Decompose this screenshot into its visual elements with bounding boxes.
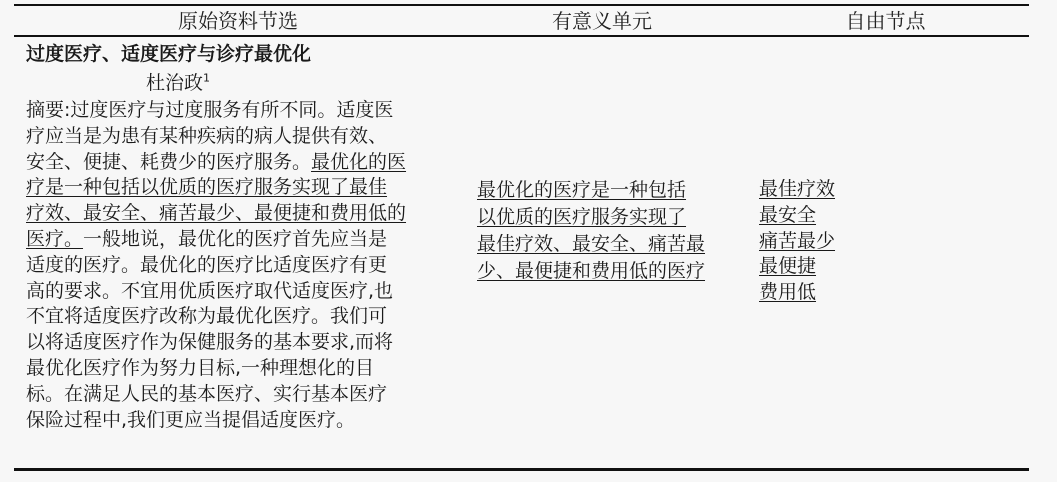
excerpt-line bbox=[26, 124, 456, 150]
excerpt-line bbox=[26, 382, 456, 408]
excerpt-line bbox=[26, 408, 456, 434]
excerpt-segment: 疗应当是为患有某种疾病的病人提供有效、 bbox=[26, 124, 388, 147]
excerpt-underlined-segment: 疗效、最安全、痛苦最少、最便捷和费用低的 bbox=[26, 202, 407, 225]
excerpt-line bbox=[26, 279, 456, 305]
excerpt-segment: 适度的医疗。最优化的医疗比适度医疗有更 bbox=[26, 253, 388, 276]
excerpt-line bbox=[26, 98, 456, 124]
table-bottom-rule bbox=[14, 468, 1029, 471]
free-node-item bbox=[759, 203, 835, 229]
free-node-item bbox=[759, 254, 835, 280]
excerpt-line bbox=[26, 201, 456, 227]
free-node-text: 最便捷 bbox=[759, 255, 817, 278]
meaningful-unit-text: 以优质的医疗服务实现了 bbox=[477, 206, 687, 228]
excerpt-line bbox=[26, 150, 456, 176]
free-node-item bbox=[759, 177, 835, 203]
free-node-item bbox=[759, 229, 835, 255]
excerpt-segment: 最优化医疗作为努力目标,一种理想化的目 bbox=[26, 356, 375, 379]
excerpt-segment: 摘要:过度医疗与过度服务有所不同。适度医 bbox=[26, 99, 394, 121]
meaningful-unit-cell bbox=[477, 177, 747, 285]
meaningful-unit-text: 少、最便捷和费用低的医疗 bbox=[477, 260, 706, 282]
free-node-item bbox=[759, 280, 835, 306]
original-excerpt-cell bbox=[26, 40, 456, 433]
excerpt-line bbox=[26, 175, 456, 201]
free-node-text: 痛苦最少 bbox=[759, 229, 836, 252]
excerpt-line bbox=[26, 227, 456, 253]
free-node-text: 费用低 bbox=[759, 281, 817, 304]
free-node-cell bbox=[759, 177, 835, 306]
excerpt-title: 过度医疗、适度医疗与诊疗最优化 bbox=[26, 43, 312, 65]
meaningful-unit-text: 最佳疗效、最安全、痛苦最 bbox=[477, 233, 706, 255]
excerpt-line bbox=[26, 330, 456, 356]
excerpt-segment: 高的要求。不宜用优质医疗取代适度医疗,也 bbox=[26, 279, 394, 302]
table-header-rule bbox=[14, 35, 1029, 37]
header-free-node: 自由节点 bbox=[845, 9, 926, 33]
excerpt-line bbox=[26, 356, 456, 382]
header-meaningful-unit: 有意义单元 bbox=[552, 9, 652, 33]
excerpt-author-line bbox=[26, 69, 456, 98]
meaningful-unit-line bbox=[477, 231, 747, 258]
meaningful-unit-line bbox=[477, 258, 747, 285]
excerpt-underlined-segment: 最优化的医 bbox=[311, 150, 407, 173]
excerpt-segment: 以将适度医疗作为保健服务的基本要求,而将 bbox=[26, 331, 394, 354]
meaningful-unit-text: 最优化的医疗是一种包括 bbox=[477, 179, 687, 201]
excerpt-underlined-segment: 医疗。 bbox=[26, 227, 84, 250]
excerpt-line bbox=[26, 253, 456, 279]
excerpt-author: 杜治政 bbox=[146, 72, 204, 94]
free-node-text: 最安全 bbox=[759, 203, 817, 226]
excerpt-segment: 一般地说，最优化的医疗首先应当是 bbox=[83, 227, 388, 250]
excerpt-abstract bbox=[26, 98, 456, 433]
excerpt-segment: 标。在满足人民的基本医疗、实行基本医疗 bbox=[26, 382, 388, 405]
excerpt-segment: 安全、便捷、耗费少的医疗服务。 bbox=[26, 150, 312, 173]
free-node-text: 最佳疗效 bbox=[759, 178, 836, 200]
excerpt-segment: 不宜将适度医疗改称为最优化医疗。我们可 bbox=[26, 305, 388, 328]
author-footnote-marker: 1 bbox=[203, 71, 211, 85]
header-original-excerpt: 原始资料节选 bbox=[178, 9, 298, 33]
excerpt-line bbox=[26, 304, 456, 330]
excerpt-underlined-segment: 疗是一种包括以优质的医疗服务实现了最佳 bbox=[26, 176, 388, 199]
meaningful-unit-line bbox=[477, 204, 747, 231]
meaningful-unit-line bbox=[477, 177, 747, 204]
excerpt-segment: 保险过程中,我们更应当提倡适度医疗。 bbox=[26, 408, 356, 431]
